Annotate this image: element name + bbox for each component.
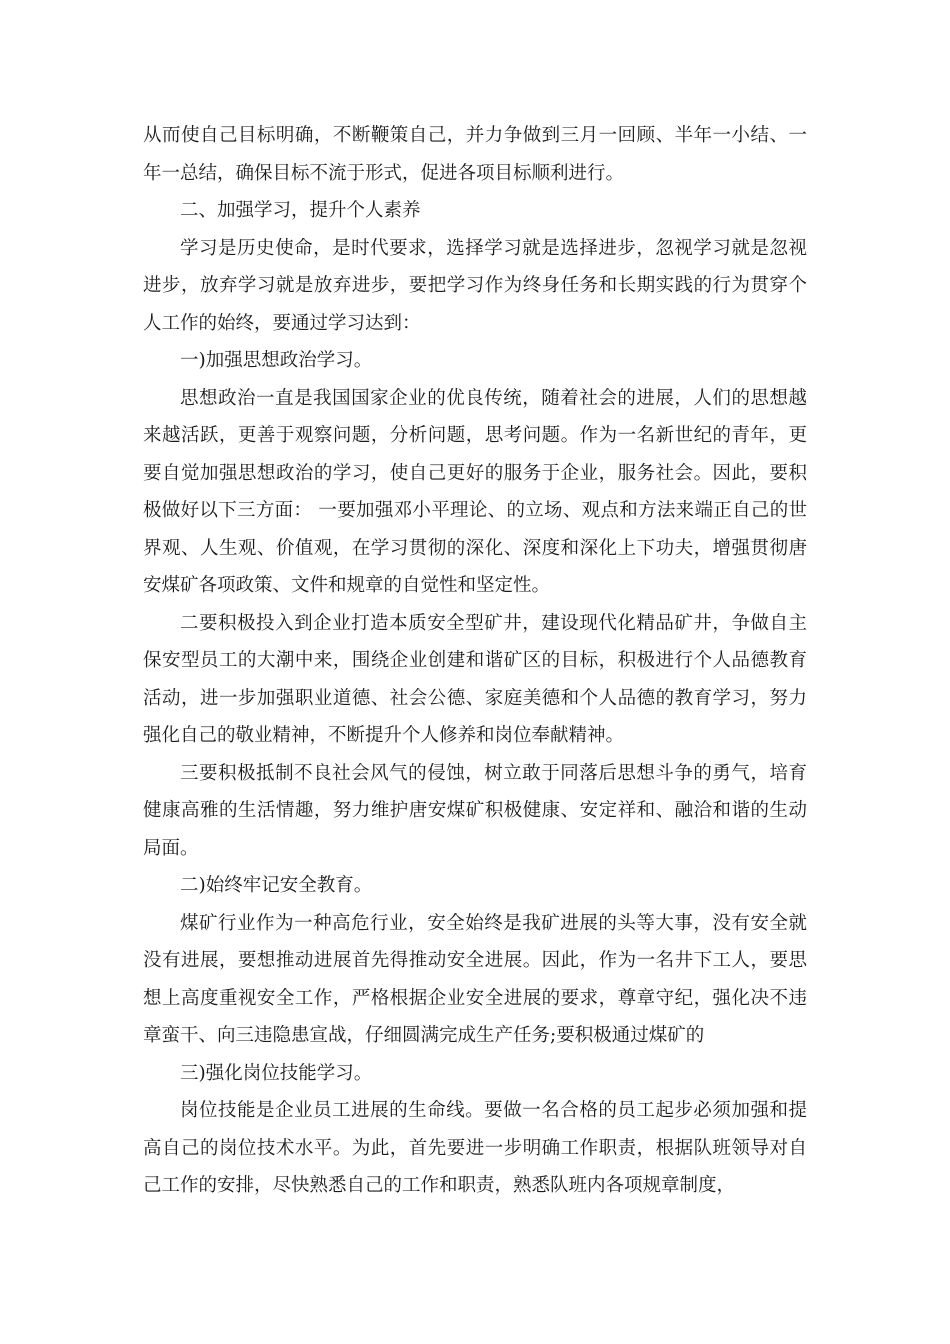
subheading-safety-education: 二)始终牢记安全教育。 [180,875,373,896]
subheading-political-study: 一)加强思想政治学习。 [180,350,373,371]
paragraph-safe-mine: 二要积极投入到企业打造本质安全型矿井，建设现代化精品矿井，争做自主保安型员工的大潮中来，围绕企业创建和谐矿区的目标，积极进行个人品德教育活动，进一步加强职业道德、社会公德、家庭美德和个人品德的教育学习，努力强化自己的敬业精神，不断提升个人修养和岗位奉献精神。 [143,612,807,746]
section-heading-strengthen-learning: 二、加强学习，提升个人素养 [180,200,421,221]
paragraph-resist-bad-customs: 三要积极抵制不良社会风气的侵蚀，树立敢于同落后思想斗争的勇气，培育健康高雅的生活情趣，努力维护唐安煤矿积极健康、安定祥和、融洽和谐的生动局面。 [143,762,807,859]
paragraph-safety-education: 煤矿行业作为一种高危行业，安全始终是我矿进展的头等大事，没有安全就没有进展，要想推动进展首先得推动安全进展。因此，作为一名井下工人，要思想上高度重视安全工作，严格根据企业安全进展的要求，尊章守纪，强化决不违章蛮干、向三违隐患宣战，仔细圆满完成生产任务;要积极通过煤矿的 [143,912,807,1046]
paragraph-job-skills: 岗位技能是企业员工进展的生命线。要做一名合格的员工起步必须加强和提高自己的岗位技术水平。为此，首先要进一步明确工作职责，根据队班领导对自己工作的安排，尽快熟悉自己的工作和职责，熟悉队班内各项规章制度， [143,1100,807,1196]
paragraph-learning-mission: 学习是历史使命，是时代要求，选择学习就是选择进步，忽视学习就是忽视进步，放弃学习就是放弃进步，要把学习作为终身任务和长期实践的行为贯穿个人工作的始终，要通过学习达到： [143,237,807,334]
document-page [143,117,807,1205]
subheading-job-skills: 三)强化岗位技能学习。 [180,1062,373,1084]
paragraph-continuation: 从而使自己目标明确，不断鞭策自己，并力争做到三月一回顾、半年一小结、一年一总结，确保目标不流于形式，促进各项目标顺利进行。 [143,125,807,184]
paragraph-political-study: 思想政治一直是我国国家企业的优良传统，随着社会的进展，人们的思想越来越活跃，更善于观察问题，分析问题，思考问题。作为一名新世纪的青年，更要自觉加强思想政治的学习，使自己更好的服务于企业，服务社会。因此，要积极做好以下三方面： 一要加强邓小平理论、的立场、观点和方法来端正自己的世界观、人生观、价值观，在学习贯彻的深化、深度和深化上下功夫，增强贯彻唐安煤矿各项政策、文件和规章的自觉性和坚定性。 [143,387,807,596]
